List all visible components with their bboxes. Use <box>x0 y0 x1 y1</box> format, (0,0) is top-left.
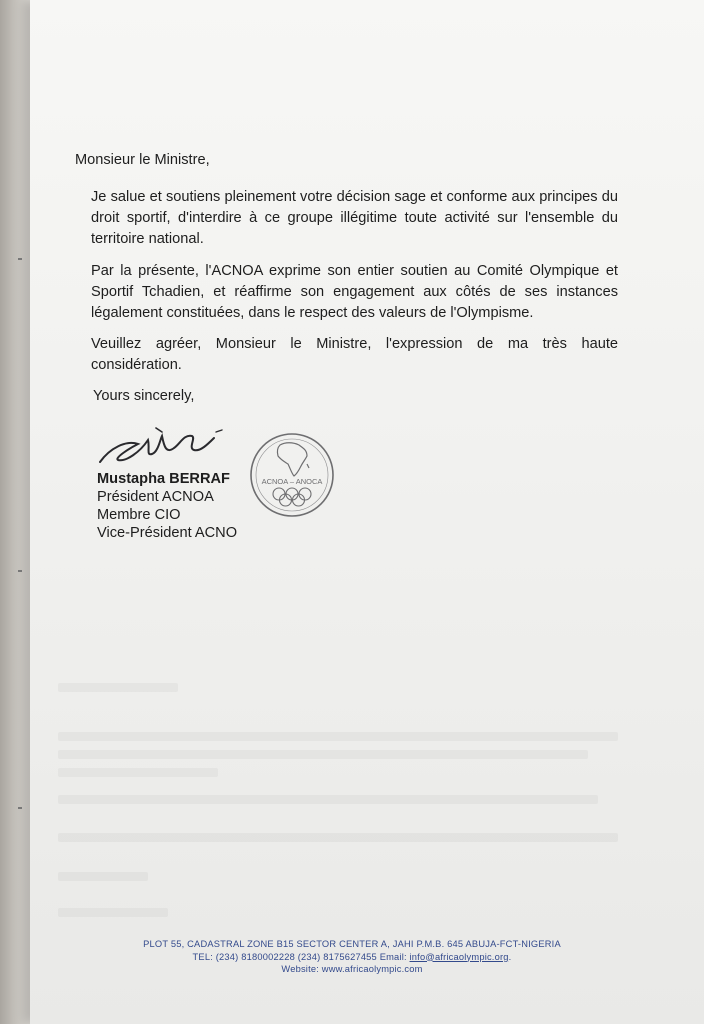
footer-email-link[interactable]: info@africaolympic.org <box>409 951 509 962</box>
signatory-title-vice-president: Vice-Président ACNO <box>97 525 238 541</box>
binder-mark <box>18 570 22 572</box>
footer-address: PLOT 55, CADASTRAL ZONE B15 SECTOR CENTER A, JAHI P.M.B. 645 ABUJA-FCT-NIGERIA <box>143 939 561 949</box>
paragraph-decision: Je salue et soutiens pleinement votre décision sage et conforme aux principes du droit sportif, d'interdire à ce groupe illégitime toute activité sur l'ensemble du territoire national. <box>91 189 618 247</box>
footer-contact <box>0 951 704 964</box>
underlying-page-edge <box>0 0 30 1024</box>
bleed-through-line <box>58 732 618 741</box>
binder-mark <box>18 258 22 260</box>
letterhead-footer <box>0 938 704 976</box>
salutation: Monsieur le Ministre, <box>75 152 210 168</box>
signatory-title-ioc: Membre CIO <box>97 507 181 523</box>
bleed-through-line <box>58 872 148 881</box>
footer-tel: TEL: (234) 8180002228 (234) 8175627455 Email: <box>192 951 410 962</box>
bleed-through-line <box>58 833 618 842</box>
stamp-text: ACNOA – ANOCA <box>261 477 323 486</box>
footer-period: . <box>508 951 512 962</box>
bleed-through-line <box>58 768 218 777</box>
bleed-through-line <box>58 683 178 692</box>
signatory-name: Mustapha BERRAF <box>97 471 230 487</box>
paragraph-support: Par la présente, l'ACNOA exprime son entier soutien au Comité Olympique et Sportif Tchadien, et réaffirme son engagement aux côtés de ses instances légalement constituées, dans le respect des valeurs de l'Olympisme. <box>91 263 618 321</box>
footer-website[interactable]: Website: www.africaolympic.com <box>281 964 423 974</box>
binder-mark <box>18 807 22 809</box>
paragraph-regards: Veuillez agréer, Monsieur le Ministre, l'expression de ma très haute considération. <box>91 336 618 373</box>
bleed-through-line <box>58 908 168 917</box>
olympic-rings-icon <box>273 488 311 506</box>
signatory-title-president: Président ACNOA <box>97 489 214 505</box>
bleed-through-line <box>58 795 598 804</box>
closing: Yours sincerely, <box>93 388 195 404</box>
handwritten-signature-icon <box>96 418 226 470</box>
acnoa-stamp-icon <box>247 432 337 518</box>
bleed-through-line <box>58 750 588 759</box>
